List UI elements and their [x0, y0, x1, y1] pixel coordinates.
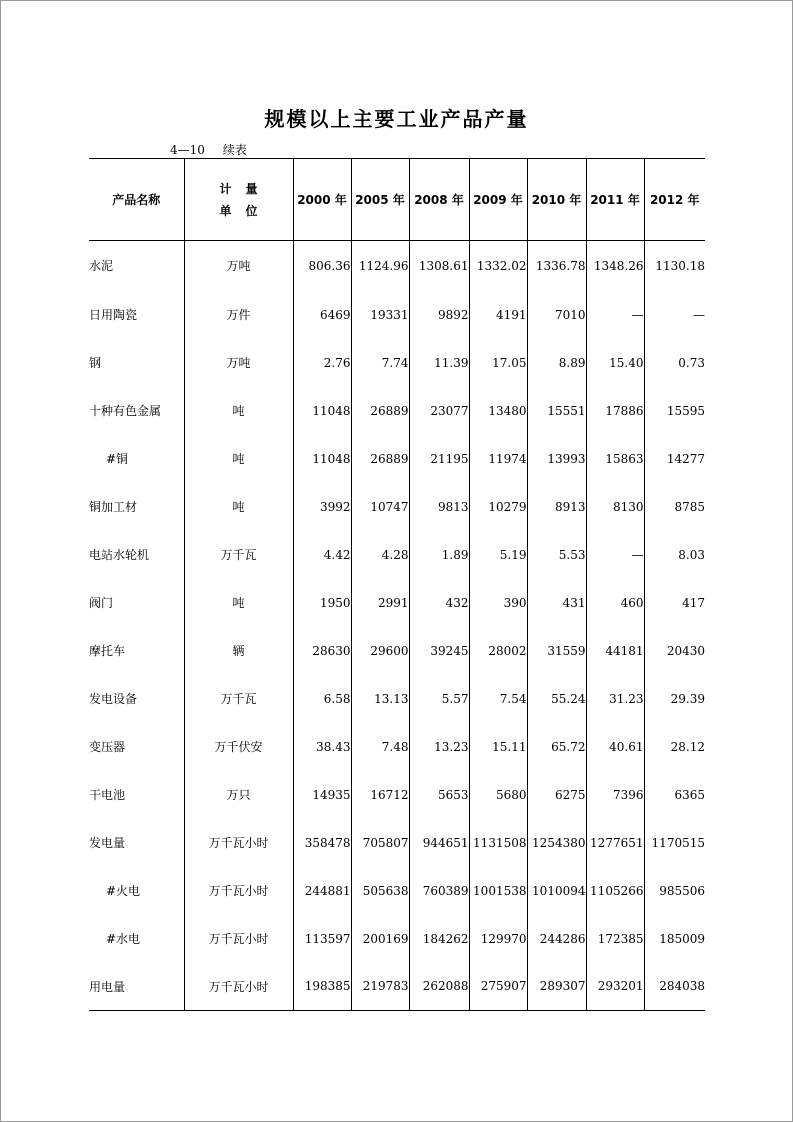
value-cell: 29.39: [644, 675, 705, 723]
table-note: 续表: [222, 143, 247, 157]
value-cell: 172385: [586, 915, 644, 963]
value-cell: 4.28: [351, 531, 409, 579]
value-cell: 1130.18: [644, 241, 705, 291]
product-name-cell: 电站水轮机: [89, 548, 150, 562]
value-cell: 65.72: [527, 723, 586, 771]
value-cell: 1277651: [586, 819, 644, 867]
table-row: [89, 627, 705, 675]
unit-cell: 万只: [184, 771, 293, 819]
value-cell: 8913: [527, 483, 586, 531]
value-cell: 11974: [469, 435, 527, 483]
value-cell: 23077: [409, 387, 469, 435]
value-cell: 26889: [351, 435, 409, 483]
unit-cell: 辆: [184, 627, 293, 675]
table-row: [89, 819, 705, 867]
value-cell: 6469: [293, 291, 351, 339]
value-cell: 14277: [644, 435, 705, 483]
production-table: [89, 158, 705, 1011]
value-cell: 505638: [351, 867, 409, 915]
header-year: 2010 年: [527, 159, 586, 241]
header-year: 2005 年: [351, 159, 409, 241]
product-name-cell: 干电池: [89, 788, 126, 802]
product-name-cell: #火电: [106, 884, 141, 898]
value-cell: 944651: [409, 819, 469, 867]
value-cell: 7.48: [351, 723, 409, 771]
product-name-cell: 变压器: [89, 740, 126, 754]
header-year: 2009 年: [469, 159, 527, 241]
value-cell: 6.58: [293, 675, 351, 723]
value-cell: 760389: [409, 867, 469, 915]
value-cell: 3992: [293, 483, 351, 531]
value-cell: 184262: [409, 915, 469, 963]
unit-cell: 吨: [184, 579, 293, 627]
value-cell: 219783: [351, 963, 409, 1011]
value-cell: 28630: [293, 627, 351, 675]
value-cell: 293201: [586, 963, 644, 1011]
value-cell: 198385: [293, 963, 351, 1011]
value-cell: 4.42: [293, 531, 351, 579]
header-year: 2011 年: [586, 159, 644, 241]
value-cell: 8130: [586, 483, 644, 531]
table-row: [89, 483, 705, 531]
value-cell: 5653: [409, 771, 469, 819]
value-cell: 13993: [527, 435, 586, 483]
value-cell: 21195: [409, 435, 469, 483]
value-cell: 6275: [527, 771, 586, 819]
value-cell: 13480: [469, 387, 527, 435]
table-row: [89, 387, 705, 435]
value-cell: 8.89: [527, 339, 586, 387]
value-cell: 13.13: [351, 675, 409, 723]
value-cell: 390: [469, 579, 527, 627]
value-cell: 9892: [409, 291, 469, 339]
table-row: [89, 435, 705, 483]
value-cell: 14935: [293, 771, 351, 819]
value-cell: 16712: [351, 771, 409, 819]
header-year: 2000 年: [293, 159, 351, 241]
value-cell: 0.73: [644, 339, 705, 387]
value-cell: —: [586, 291, 644, 339]
value-cell: 7010: [527, 291, 586, 339]
table-row: [89, 579, 705, 627]
header-row: [89, 159, 705, 241]
unit-cell: 万千瓦小时: [184, 867, 293, 915]
product-name-cell: #铜: [106, 452, 129, 466]
value-cell: 1336.78: [527, 241, 586, 291]
value-cell: 806.36: [293, 241, 351, 291]
value-cell: 1.89: [409, 531, 469, 579]
table-row: [89, 291, 705, 339]
product-name-cell: 水泥: [89, 259, 114, 274]
unit-cell: 万吨: [184, 339, 293, 387]
header-year: 2012 年: [644, 159, 705, 241]
unit-cell: 吨: [184, 483, 293, 531]
unit-cell: 万件: [184, 291, 293, 339]
value-cell: 10747: [351, 483, 409, 531]
value-cell: 38.43: [293, 723, 351, 771]
value-cell: 7396: [586, 771, 644, 819]
header-product-name: 产品名称: [89, 159, 184, 241]
value-cell: 5.57: [409, 675, 469, 723]
value-cell: 705807: [351, 819, 409, 867]
value-cell: 39245: [409, 627, 469, 675]
value-cell: 417: [644, 579, 705, 627]
value-cell: 985506: [644, 867, 705, 915]
value-cell: 29600: [351, 627, 409, 675]
unit-cell: 吨: [184, 387, 293, 435]
value-cell: 11048: [293, 387, 351, 435]
value-cell: 11.39: [409, 339, 469, 387]
value-cell: 5680: [469, 771, 527, 819]
value-cell: 1105266: [586, 867, 644, 915]
value-cell: 431: [527, 579, 586, 627]
table-row: [89, 339, 705, 387]
table-row: [89, 241, 705, 291]
value-cell: 129970: [469, 915, 527, 963]
unit-cell: 万千瓦: [184, 531, 293, 579]
product-name-cell: 铜加工材: [89, 500, 138, 514]
product-name-cell: 钢: [89, 356, 102, 370]
table-row: [89, 723, 705, 771]
header-unit-line2: 单位: [219, 203, 272, 218]
value-cell: 244286: [527, 915, 586, 963]
value-cell: 275907: [469, 963, 527, 1011]
value-cell: 5.53: [527, 531, 586, 579]
value-cell: 284038: [644, 963, 705, 1011]
value-cell: 432: [409, 579, 469, 627]
product-name-cell: 日用陶瓷: [89, 308, 138, 322]
value-cell: 5.19: [469, 531, 527, 579]
value-cell: 1308.61: [409, 241, 469, 291]
value-cell: 1254380: [527, 819, 586, 867]
value-cell: 1950: [293, 579, 351, 627]
value-cell: 26889: [351, 387, 409, 435]
value-cell: 17886: [586, 387, 644, 435]
value-cell: 20430: [644, 627, 705, 675]
value-cell: 358478: [293, 819, 351, 867]
value-cell: 1010094: [527, 867, 586, 915]
unit-cell: 万千瓦小时: [184, 819, 293, 867]
value-cell: 200169: [351, 915, 409, 963]
product-name-cell: #水电: [106, 932, 141, 946]
value-cell: 10279: [469, 483, 527, 531]
table-row: [89, 963, 705, 1011]
product-name-cell: 十种有色金属: [89, 404, 162, 418]
table-body: [89, 241, 705, 1011]
value-cell: 2991: [351, 579, 409, 627]
header-year: 2008 年: [409, 159, 469, 241]
value-cell: 113597: [293, 915, 351, 963]
product-name-cell: 用电量: [89, 963, 184, 1011]
value-cell: 55.24: [527, 675, 586, 723]
unit-cell: 吨: [184, 435, 293, 483]
value-cell: —: [644, 291, 705, 339]
table-number: 4—10: [170, 143, 205, 157]
header-unit: [184, 159, 293, 241]
value-cell: 17.05: [469, 339, 527, 387]
page-title: 规模以上主要工业产品产量: [264, 107, 529, 131]
value-cell: 15.11: [469, 723, 527, 771]
value-cell: 1332.02: [469, 241, 527, 291]
unit-cell: 万千瓦小时: [184, 915, 293, 963]
value-cell: 262088: [409, 963, 469, 1011]
table-row: [89, 915, 705, 963]
table-row: [89, 531, 705, 579]
value-cell: 15551: [527, 387, 586, 435]
product-name-cell: 发电量: [89, 836, 126, 850]
unit-cell: 万千瓦: [184, 675, 293, 723]
value-cell: 9813: [409, 483, 469, 531]
value-cell: 244881: [293, 867, 351, 915]
value-cell: 28002: [469, 627, 527, 675]
unit-cell: 万千瓦小时: [184, 963, 293, 1011]
table-caption: [170, 141, 265, 158]
value-cell: 8785: [644, 483, 705, 531]
table-row: [89, 675, 705, 723]
product-name-cell: 阀门: [89, 596, 114, 610]
value-cell: 15.40: [586, 339, 644, 387]
table-row: [89, 867, 705, 915]
table-row: [89, 771, 705, 819]
value-cell: 4191: [469, 291, 527, 339]
value-cell: 15595: [644, 387, 705, 435]
value-cell: 19331: [351, 291, 409, 339]
product-name-cell: 摩托车: [89, 644, 126, 658]
header-unit-line1: 计量: [219, 181, 272, 196]
value-cell: 7.54: [469, 675, 527, 723]
value-cell: 1131508: [469, 819, 527, 867]
value-cell: 40.61: [586, 723, 644, 771]
value-cell: 460: [586, 579, 644, 627]
value-cell: 15863: [586, 435, 644, 483]
value-cell: 6365: [644, 771, 705, 819]
value-cell: 2.76: [293, 339, 351, 387]
unit-cell: 万千伏安: [184, 723, 293, 771]
value-cell: 1348.26: [586, 241, 644, 291]
value-cell: 28.12: [644, 723, 705, 771]
value-cell: 1001538: [469, 867, 527, 915]
value-cell: 31.23: [586, 675, 644, 723]
value-cell: 44181: [586, 627, 644, 675]
value-cell: 8.03: [644, 531, 705, 579]
value-cell: 13.23: [409, 723, 469, 771]
value-cell: 7.74: [351, 339, 409, 387]
product-name-cell: 发电设备: [89, 692, 138, 706]
value-cell: —: [586, 531, 644, 579]
value-cell: 289307: [527, 963, 586, 1011]
value-cell: 1170515: [644, 819, 705, 867]
value-cell: 31559: [527, 627, 586, 675]
unit-cell: 万吨: [184, 241, 293, 291]
value-cell: 1124.96: [351, 241, 409, 291]
value-cell: 185009: [644, 915, 705, 963]
value-cell: 11048: [293, 435, 351, 483]
